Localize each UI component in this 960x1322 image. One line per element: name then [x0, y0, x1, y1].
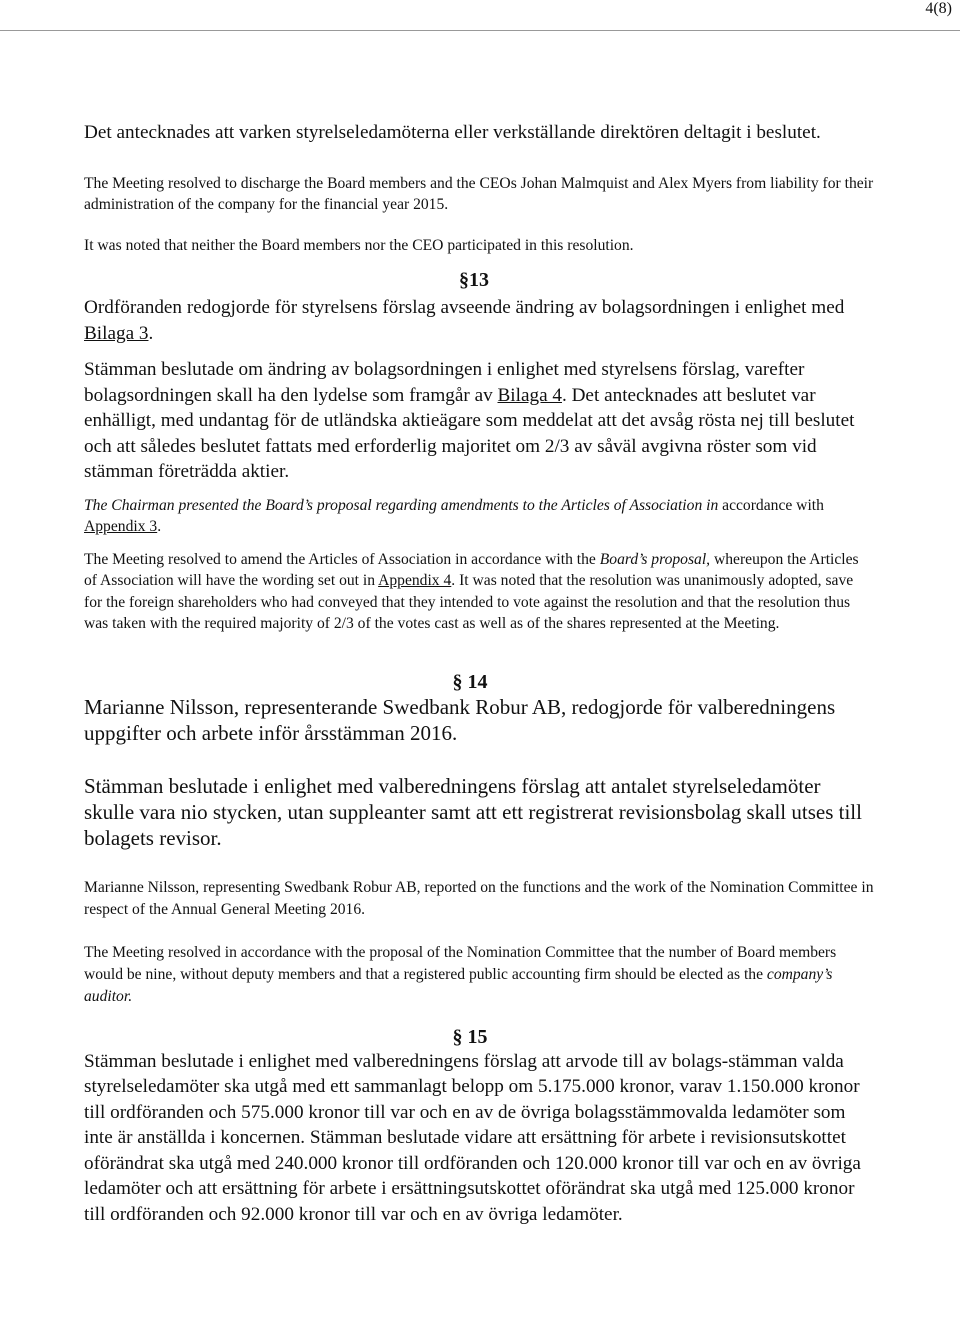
text-run: accordance with: [722, 496, 824, 514]
document-body: [84, 120, 874, 1227]
text-run: . It was noted that the resolution was unanimously adopted, save for the foreign shareholders who had conveyed that they intended to vote against the resolution and that the resolution thus was taken with the required majority of 2/3 of the votes cast as well as of the shares represented at the Meeting.: [84, 572, 854, 632]
page-number: 4(8): [925, 0, 952, 17]
paragraph-swedish-board-fees: Stämman beslutade i enlighet med valberedningens förslag att arvode till av bolags-stämman valda styrelseledamöter ska utgå med ett sammanlagt belopp om 5.175.000 kronor, varav 1.150.000 kronor till ordföranden och 575.000 kronor till var och en av de övriga bolagsstämmovalda ledamöter som inte är anställda i koncernen. Stämman beslutade vidare att ersättning för arbete i revisionsutskottet oförändrat ska utgå med 240.000 kronor till ordföranden och 120.000 kronor till var och en av övriga ledamöter och att ersättning för arbete i ersättningsutskottet oförändrat ska utgå med 125.000 kronor till ordföranden och 92.000 kronor till var och en av övriga ledamöter.: [84, 1050, 861, 1225]
appendix-4-link[interactable]: Appendix 4: [378, 572, 452, 589]
paragraph-english-articles-presented: [84, 495, 874, 538]
bilaga-3-link[interactable]: Bilaga 3: [84, 322, 149, 344]
paragraph-swedish-articles-presented: [84, 295, 874, 346]
text-run-italic: company’s auditor.: [84, 965, 833, 1005]
paragraph-english-articles-resolution: [84, 549, 874, 635]
text-run: . Det antecknades att beslutet var enhälligt, med undantag för de utländska aktieägare som meddelat att det avsåg rösta nej till beslutet och att således beslutet fattats med erforderlig majoritet om 2/3 av såväl avgivna röster som vid stämman företrädda aktier.: [84, 384, 855, 482]
text-run: .: [157, 518, 162, 535]
paragraph-swedish-nomination-report: Marianne Nilsson, representerande Swedbank Robur AB, redogjorde för valberedningens uppgifter och arbete inför årsstämman 2016.: [84, 694, 836, 745]
section-heading-13: §13: [459, 269, 489, 291]
paragraph-swedish-board-size: Stämman beslutade i enlighet med valberedningens förslag att antalet styrelseledamöter skulle vara nio stycken, utan suppleanter samt att ett registrerat revisionsbolag skall utses till bolagets revisor.: [84, 773, 862, 850]
paragraph-swedish-articles-resolution: [84, 357, 874, 485]
bilaga-4-link[interactable]: Bilaga 4: [497, 384, 562, 406]
paragraph-english-discharge-note: It was noted that neither the Board members nor the CEO participated in this resolution.: [84, 236, 634, 254]
paragraph-swedish-discharge-note: Det antecknades att varken styrelseledamöterna eller verkställande direktören deltagit i beslutet.: [84, 122, 821, 143]
text-run: Ordföranden redogjorde för styrelsens förslag avseende ändring av bolagsordningen i enlighet med: [84, 297, 845, 318]
section-heading-14: § 14: [452, 670, 488, 693]
paragraph-english-nomination-report: Marianne Nilsson, representing Swedbank Robur AB, reported on the functions and the work of the Nomination Committee in respect of the Annual General Meeting 2016.: [84, 878, 874, 918]
text-run: The Meeting resolved to amend the Articles of Association in accordance with the: [84, 550, 600, 568]
section-heading-15: § 15: [452, 1025, 488, 1048]
text-run: whereupon the Articles of Association will have the wording set out in: [84, 550, 859, 589]
paragraph-english-board-size: [84, 942, 874, 1008]
appendix-3-link[interactable]: Appendix 3: [84, 518, 158, 535]
text-run: The Meeting resolved in accordance with the proposal of the Nomination Committee that the number of Board members would be nine, without deputy members and that a registered public accounting firm should be elected as the: [84, 943, 837, 983]
text-run: .: [148, 322, 154, 344]
paragraph-english-discharge: The Meeting resolved to discharge the Board members and the CEOs Johan Malmquist and Alex Myers from liability for their administration of the company for the financial year 2015.: [84, 174, 874, 213]
text-run: Stämman beslutade om ändring av bolagsordningen i enlighet med styrelsens förslag, varefter bolagsordningen skall ha den lydelse som framgår av: [84, 359, 805, 406]
text-run-italic: Board’s proposal,: [599, 550, 711, 568]
text-run-italic: The Chairman presented the Board’s proposal regarding amendments to the Articles of Association in: [84, 496, 723, 514]
header-rule: [0, 30, 960, 31]
